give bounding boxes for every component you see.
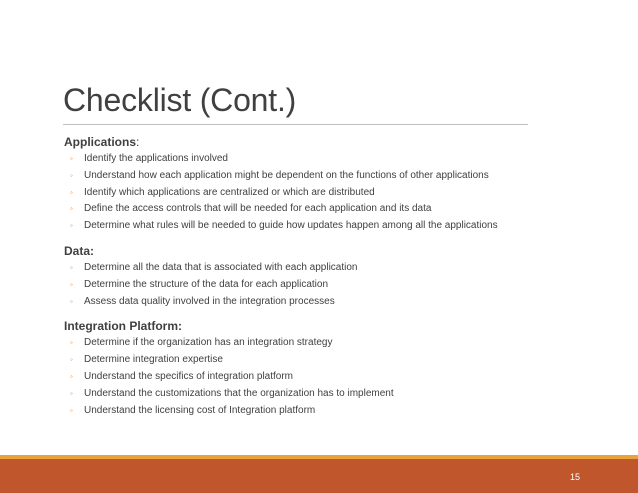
list-item-text: Determine what rules will be needed to guide how updates happen among all the applications (84, 220, 498, 232)
slide-content (64, 133, 584, 426)
bullet-list-integration-platform (64, 335, 584, 419)
bullet-icon: ◦ (70, 221, 73, 231)
bullet-icon: ◦ (70, 338, 73, 348)
list-item-text: Determine the structure of the data for each application (84, 278, 329, 290)
bullet-icon: ◦ (70, 371, 73, 381)
bullet-icon: ◦ (70, 296, 73, 306)
bullet-icon: ◦ (70, 204, 73, 214)
list-item-text: Determine integration expertise (84, 354, 223, 366)
bullet-icon: ◦ (70, 279, 73, 289)
list-item-text: Understand the customizations that the organization has to implement (84, 387, 394, 399)
section-data (64, 242, 584, 310)
list-item-text: Define the access controls that will be needed for each application and its data (84, 203, 432, 215)
bullet-icon: ◦ (70, 388, 73, 398)
list-item (64, 185, 584, 202)
list-item (64, 201, 584, 218)
list-item (64, 277, 584, 294)
bullet-list-applications (64, 151, 584, 235)
bullet-icon: ◦ (70, 405, 73, 415)
footer-band (0, 459, 638, 493)
list-item (64, 151, 584, 168)
list-item-text: Identify which applications are centralized or which are distributed (84, 186, 375, 198)
list-item (64, 168, 584, 185)
bullet-icon: ◦ (70, 170, 73, 180)
section-heading-integration-platform: Integration Platform: (64, 319, 183, 334)
list-item (64, 369, 584, 386)
section-integration-platform (64, 317, 584, 419)
list-item (64, 403, 584, 420)
list-item-text: Understand how each application might be dependent on the functions of other applications (84, 169, 489, 181)
list-item (64, 352, 584, 369)
bullet-icon: ◦ (70, 355, 73, 365)
list-item-text: Determine if the organization has an integration strategy (84, 337, 333, 349)
list-item-text: Determine all the data that is associated with each application (84, 261, 358, 273)
list-item (64, 386, 584, 403)
section-heading-applications (64, 133, 584, 151)
section-applications (64, 133, 584, 235)
bullet-list-data (64, 260, 584, 310)
bullet-icon: ◦ (70, 187, 73, 197)
bullet-icon: ◦ (70, 262, 73, 272)
title-divider (63, 124, 528, 125)
list-item-text: Understand the specifics of integration platform (84, 370, 293, 382)
slide-title: Checklist (Cont.) (63, 82, 297, 118)
list-item (64, 294, 584, 311)
page-number: 15 (569, 472, 580, 482)
list-item-text: Understand the licensing cost of Integration platform (84, 404, 316, 416)
list-item-text: Assess data quality involved in the integration processes (84, 295, 335, 307)
section-heading-applications-text: Applications (64, 135, 137, 149)
bullet-icon: ◦ (70, 154, 73, 163)
section-heading-data: Data: (64, 243, 95, 258)
list-item (64, 260, 584, 277)
list-item-text: Identify the applications involved (84, 153, 228, 164)
list-item (64, 218, 584, 235)
list-item (64, 335, 584, 352)
section-heading-applications-colon: : (136, 135, 140, 149)
